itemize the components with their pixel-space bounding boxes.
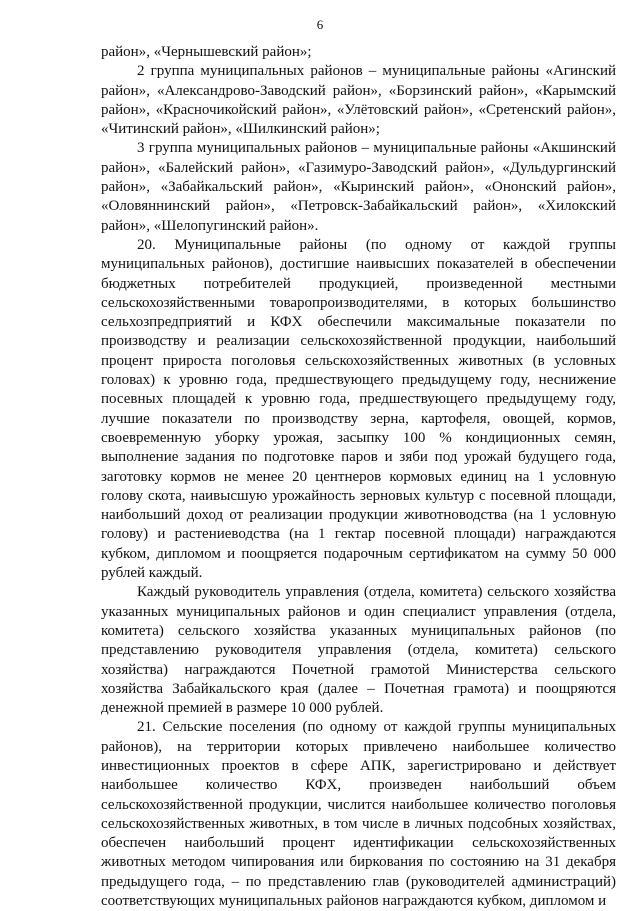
paragraph: Каждый руководитель управления (отдела, комитета) сельского хозяйства указанных муниципальных районов и один специалист управления (отдела, комитета) сельского хозяйства указанных муниципальных районов (по представлению руководителя управления (отдела, комитета) сельского хозяйства) награждаются Почетной грамотой Министерства сельского хозяйства Забайкальского края (далее – Почетная грамота) и поощряются денежной премией в размере 10 000 рублей. xyxy=(101,584,616,717)
paragraph: 3 группа муниципальных районов – муниципальные районы «Акшинский район», «Балейский район», «Газимуро-Заводский район», «Дульдургинский район», «Забайкальский район», «Кыринский район», «Ононский район», «Оловяннинский район», «Петровск-Забайкальский район», «Хилокский район», «Шелопугинский район». xyxy=(101,140,616,234)
paragraph: район», «Чернышевский район»; xyxy=(101,44,312,60)
paragraph: 21. Сельские поселения (по одному от каждой группы муниципальных районов), на территории которых привлечено наибольшее количество инвестиционных проектов в сфере АПК, зарегистрировано и действует наибольшее количество КФХ, произведен наибольший объем сельскохозяйственной продукции, числится наибольшее количество поголовья сельскохозяйственных животных, в том числе в личных подсобных хозяйствах, обеспечен наибольший процент идентификации сельскохозяйственных животных методом чипирования или биркования по состоянию на 31 декабря предыдущего года, – по представлению глав (руководителей администраций) соответствующих муниципальных районов награждаются кубком, дипломом и xyxy=(101,719,616,910)
paragraph: 2 группа муниципальных районов – муниципальные районы «Агинский район», «Александрово-Заводский район», «Борзинский район», «Карымский район», «Красночикойский район», «Улётовский район», «Сретенский район», «Читинский район», «Шилкинский район»; xyxy=(101,63,616,138)
document-body xyxy=(101,43,616,911)
paragraph: 20. Муниципальные районы (по одному от каждой группы муниципальных районов), достигшие наивысших показателей в обеспечении бюджетных потребителей продукцией, произведенной местными сельскохозяйственными товаропроизводителями, в которых большинство сельхозпредприятий и КФХ обеспечили максимальные показатели по производству и реализации сельскохозяйственной продукции, наибольший процент прироста поголовья сельскохозяйственных животных (в условных головах) к уровню года, предшествующего предыдущему году, неснижение посевных площадей к уровню года, предшествующего предыдущему году, лучшие показатели по производству зерна, картофеля, овощей, кормов, своевременную уборку урожая, засыпку 100 % кондиционных семян, выполнение задания по подготовке паров и зяби под урожай будущего года, заготовку кормов не менее 20 центнеров кормовых единиц на 1 условную голову скота, наивысшую урожайность зерновых культур с посевной площади, наибольший доход от реализации продукции животноводства (на 1 условную голову) и растениеводства (на 1 гектар посевной площади) награждаются кубком, дипломом и поощряется подарочным сертификатом на сумму 50 000 рублей каждый. xyxy=(101,236,616,582)
page-number: 6 xyxy=(316,17,324,32)
